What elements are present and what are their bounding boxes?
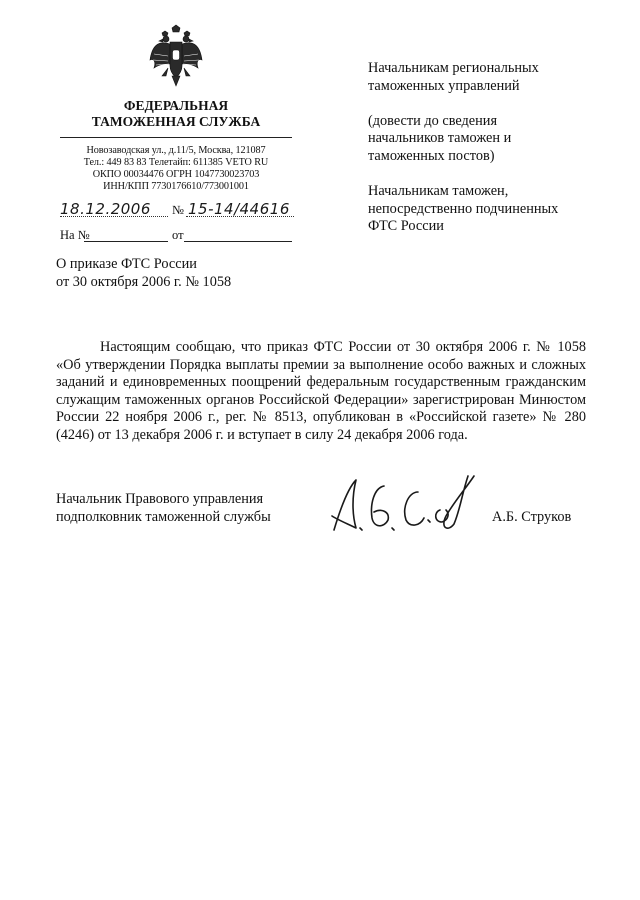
reference-number-label: На № <box>60 228 90 242</box>
addressee-note: таможенных постов) <box>368 147 495 164</box>
signatory-name: А.Б. Струков <box>492 509 572 525</box>
organization-name-line1: ФЕДЕРАЛЬНАЯ <box>123 98 229 113</box>
letter-subject <box>56 256 326 291</box>
registration-number-label: № <box>172 203 184 217</box>
org-phones: Тел.: 449 83 83 Телетайп: 611385 VETO RU <box>83 157 269 168</box>
subject-line: О приказе ФТС России <box>56 256 197 272</box>
addressee-line: таможенных управлений <box>368 77 520 94</box>
letter-body <box>56 339 586 445</box>
registration-date: 18.12.2006 <box>60 200 151 218</box>
addressee-line: непосредственно подчиненных <box>368 200 559 217</box>
subject-line: от 30 октября 2006 г. № 1058 <box>56 273 232 290</box>
addressee-line: Начальникам региональных <box>368 60 539 76</box>
registration-number: 15-14/44616 <box>188 200 290 218</box>
org-address: Новозаводская ул., д.11/5, Москва, 121087 <box>86 145 266 156</box>
addressee-line: ФТС России <box>368 218 444 235</box>
addressee-block <box>368 60 598 236</box>
org-okpo-ogrn: ОКПО 00034476 ОГРН 1047730023703 <box>92 169 260 180</box>
reference-date-line <box>184 241 292 242</box>
addressee-line: Начальникам таможен, <box>368 183 509 200</box>
registration-date-line <box>60 216 168 217</box>
double-headed-eagle-icon <box>148 24 204 88</box>
org-inn-kpp: ИНН/КПП 7730176610/773001001 <box>103 181 249 192</box>
handwritten-signature <box>322 470 482 538</box>
position-line: Начальник Правового управления <box>56 491 264 507</box>
organization-name-line2: ТАМОЖЕННАЯ СЛУЖБА <box>91 114 261 129</box>
letterhead-divider <box>60 137 292 138</box>
addressee-note: начальников таможен и <box>368 130 512 147</box>
addressee-note: (довести до сведения <box>368 112 498 129</box>
body-paragraph: Настоящим сообщаю, что приказ ФТС России от 30 октября 2006 г. № 1058 «Об утверждении Порядка выплаты премии за выполнение особо важных и сложных заданий и единовременных поощрений федеральным государственным гражданским служащим таможенных органов Российской Федерации» зарегистрирован Минюстом России 22 ноября 2006 г., рег. № 8513, опубликован в «Российской газете» № 280 (4246) от 13 декабря 2006 г. и вступает в силу 24 декабря 2006 года. <box>56 339 586 443</box>
signatory-position <box>56 491 326 526</box>
registration-number-line <box>186 216 294 217</box>
reference-number-line <box>84 241 168 242</box>
reference-date-label: от <box>172 228 184 242</box>
position-line: подполковник таможенной службы <box>56 508 271 525</box>
